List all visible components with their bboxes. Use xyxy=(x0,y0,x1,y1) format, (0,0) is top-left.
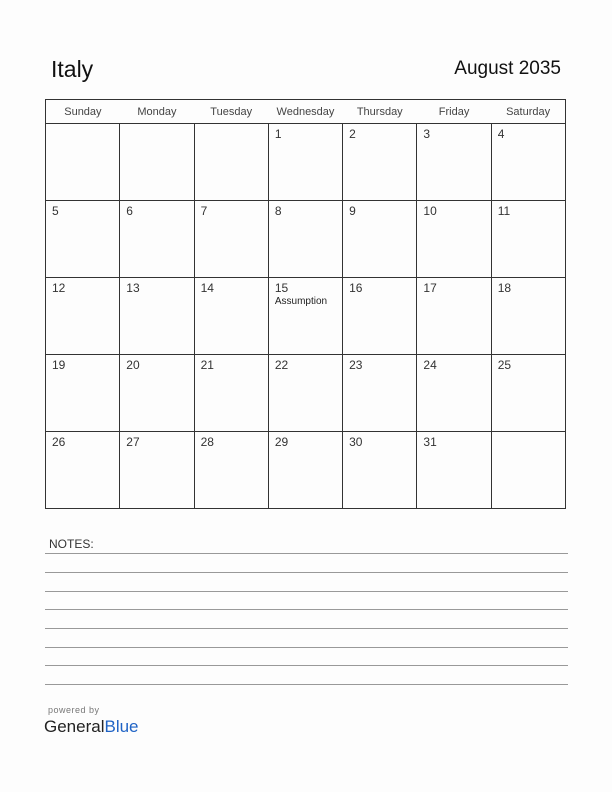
day-number: 1 xyxy=(274,127,282,141)
day-cell xyxy=(491,124,565,201)
day-cell xyxy=(491,432,565,509)
weekday-header: Sunday xyxy=(46,100,120,124)
day-number: 12 xyxy=(52,281,66,295)
notes-label: NOTES: xyxy=(49,537,94,551)
day-cell xyxy=(417,355,491,432)
day-number: 18 xyxy=(497,281,512,295)
day-number: 25 xyxy=(497,358,512,372)
day-cell xyxy=(268,124,342,201)
day-cell xyxy=(46,355,120,432)
day-number: 14 xyxy=(200,281,214,295)
day-number: 28 xyxy=(200,435,214,449)
calendar-grid xyxy=(45,99,566,509)
day-cell xyxy=(268,432,342,509)
day-cell xyxy=(194,355,268,432)
day-number: 9 xyxy=(349,204,356,218)
day-number: 29 xyxy=(274,435,289,449)
notes-line xyxy=(45,553,568,554)
day-cell xyxy=(343,278,417,355)
notes-line xyxy=(45,609,568,610)
day-cell xyxy=(343,432,417,509)
day-cell xyxy=(268,201,342,278)
day-cell xyxy=(417,278,491,355)
day-number: 30 xyxy=(349,435,363,449)
day-cell xyxy=(343,355,417,432)
day-cell xyxy=(268,355,342,432)
brand-blue: Blue xyxy=(104,717,139,736)
week-row xyxy=(46,278,566,355)
generalblue-logo xyxy=(44,717,139,737)
day-number: 15 xyxy=(274,281,289,295)
day-number: 26 xyxy=(52,435,66,449)
month-year-title: August 2035 xyxy=(454,58,561,79)
day-cell xyxy=(194,432,268,509)
day-number: 11 xyxy=(497,204,511,218)
day-cell xyxy=(120,124,194,201)
holiday-label: Assumption xyxy=(274,296,328,307)
day-number: 3 xyxy=(423,127,431,141)
day-number: 16 xyxy=(349,281,363,295)
day-cell xyxy=(120,201,194,278)
day-cell xyxy=(46,201,120,278)
day-cell xyxy=(491,278,565,355)
week-row xyxy=(46,355,566,432)
week-row xyxy=(46,201,566,278)
country-title: Italy xyxy=(51,56,94,82)
day-cell xyxy=(491,355,565,432)
day-cell xyxy=(417,201,491,278)
day-cell xyxy=(194,201,268,278)
day-number: 27 xyxy=(126,435,140,449)
day-number: 23 xyxy=(349,358,363,372)
notes-line xyxy=(45,591,568,592)
notes-line xyxy=(45,647,568,648)
day-cell xyxy=(417,432,491,509)
day-number: 7 xyxy=(200,204,208,218)
weekday-header-row xyxy=(46,100,566,124)
day-cell xyxy=(194,124,268,201)
day-number: 2 xyxy=(349,127,356,141)
weekday-header: Saturday xyxy=(491,100,565,124)
notes-line xyxy=(45,572,568,573)
notes-line xyxy=(45,684,568,685)
notes-line xyxy=(45,665,568,666)
week-row xyxy=(46,432,566,509)
weekday-header: Monday xyxy=(120,100,194,124)
day-cell xyxy=(46,124,120,201)
day-number: 6 xyxy=(126,204,133,218)
day-cell xyxy=(417,124,491,201)
day-number: 8 xyxy=(274,204,282,218)
notes-line xyxy=(45,628,568,629)
day-number: 20 xyxy=(126,358,140,372)
day-cell xyxy=(120,355,194,432)
brand-general: General xyxy=(44,717,105,736)
day-number: 5 xyxy=(52,204,59,218)
day-number: 4 xyxy=(497,127,505,141)
day-number: 22 xyxy=(274,358,289,372)
week-row xyxy=(46,124,566,201)
day-number: 21 xyxy=(200,358,214,372)
weekday-header: Tuesday xyxy=(194,100,268,124)
day-cell xyxy=(343,124,417,201)
day-number: 24 xyxy=(423,358,437,372)
day-cell xyxy=(343,201,417,278)
powered-by-text: powered by xyxy=(48,705,100,715)
day-cell-holiday xyxy=(268,278,342,355)
weekday-header: Thursday xyxy=(343,100,417,124)
day-number: 31 xyxy=(423,435,437,449)
day-cell xyxy=(491,201,565,278)
weekday-header: Wednesday xyxy=(268,100,342,124)
day-cell xyxy=(46,432,120,509)
day-cell xyxy=(120,432,194,509)
day-number: 10 xyxy=(423,204,437,218)
day-cell xyxy=(120,278,194,355)
day-number: 17 xyxy=(423,281,437,295)
day-number: 13 xyxy=(126,281,140,295)
weekday-header: Friday xyxy=(417,100,491,124)
day-cell xyxy=(194,278,268,355)
day-cell xyxy=(46,278,120,355)
day-number: 19 xyxy=(52,358,66,372)
